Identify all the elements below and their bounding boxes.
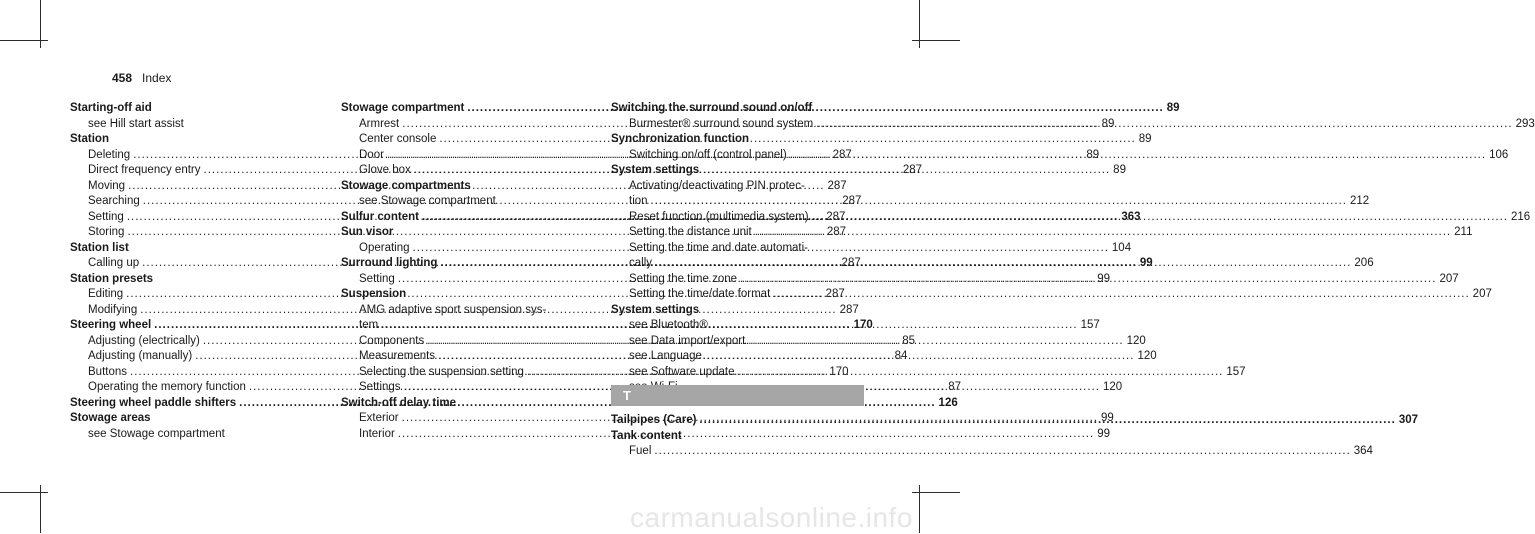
page-ref: 99 bbox=[1139, 257, 1153, 269]
index-heading: Surround lighting bbox=[341, 257, 438, 269]
page-ref: 206 bbox=[1354, 257, 1374, 269]
index-heading: Starting-off aid bbox=[70, 102, 152, 114]
index-heading: Suspension bbox=[341, 288, 407, 300]
page-ref: 84 bbox=[894, 350, 908, 362]
subentry-text: tem bbox=[359, 319, 379, 331]
subentry-text: Measurements bbox=[359, 350, 436, 362]
page-ref: 287 bbox=[902, 164, 923, 176]
page-title: Index bbox=[142, 71, 172, 85]
leader-dots bbox=[651, 195, 1347, 207]
page-ref: 87 bbox=[948, 381, 962, 393]
subentry-text[interactable]: see Stowage compartment bbox=[359, 195, 496, 207]
subentry-text: Interior bbox=[359, 427, 395, 440]
page-ref: 287 bbox=[832, 148, 852, 161]
index-entry bbox=[611, 303, 864, 396]
index-subentry[interactable] bbox=[611, 287, 1492, 303]
leader-dots bbox=[773, 288, 1469, 300]
page-ref: 120 bbox=[1126, 334, 1146, 347]
page-ref: 212 bbox=[1349, 195, 1370, 207]
index-heading: Sulfur content bbox=[341, 210, 419, 223]
subentry-text: Fuel bbox=[629, 445, 652, 457]
subentry-text: Setting the time/date format bbox=[629, 288, 771, 300]
page-ref: 170 bbox=[853, 319, 873, 331]
index-heading: Switching the surround sound on/off bbox=[611, 102, 813, 114]
page-ref: 99 bbox=[1097, 427, 1110, 440]
subentry-text: Calling up bbox=[88, 257, 140, 269]
index-subentry[interactable] bbox=[611, 225, 1473, 241]
index-heading: Stowage compartments bbox=[341, 179, 471, 192]
subentry-text: Door bbox=[359, 148, 384, 161]
index-entry bbox=[70, 411, 302, 442]
page-ref: 85 bbox=[902, 334, 916, 347]
index-entry bbox=[341, 179, 598, 210]
leader-dots bbox=[654, 445, 1350, 457]
page-ref: 216 bbox=[1510, 210, 1531, 223]
subentry-text: Setting the distance unit bbox=[629, 226, 752, 238]
index-subentry[interactable] bbox=[611, 194, 1370, 210]
subentry-text: Storing bbox=[88, 226, 125, 238]
subentry-text[interactable]: Activating/deactivating PIN protec- bbox=[629, 179, 805, 192]
page-header bbox=[112, 71, 171, 85]
page-ref: 364 bbox=[1353, 445, 1373, 457]
subentry-text: Reset function (multimedia system) bbox=[629, 210, 809, 223]
subentry-text: tion bbox=[629, 195, 648, 207]
crop-mark bbox=[912, 492, 960, 493]
subentry-text: Operating the memory function bbox=[88, 381, 246, 393]
index-heading: System settings bbox=[611, 303, 700, 316]
page-ref: 287 bbox=[825, 288, 845, 300]
index-heading: Stowage areas bbox=[70, 412, 151, 424]
subentry-text: Exterior bbox=[359, 412, 399, 424]
subentry-text: Operating bbox=[359, 241, 410, 254]
page-ref: 287 bbox=[841, 257, 861, 269]
subentry-text: Moving bbox=[88, 179, 126, 192]
page-ref: 104 bbox=[1111, 241, 1132, 254]
page-ref: 89 bbox=[1101, 117, 1115, 130]
page-ref: 120 bbox=[1102, 381, 1123, 393]
leader-dots bbox=[790, 149, 1486, 161]
page-ref: 287 bbox=[827, 179, 847, 192]
index-heading: Synchronization function bbox=[611, 133, 749, 145]
leader-dots bbox=[740, 273, 1436, 285]
subentry-text: Adjusting (electrically) bbox=[88, 334, 200, 347]
page-ref: 157 bbox=[1080, 319, 1100, 331]
leader-dots bbox=[755, 226, 1451, 238]
subentry-text: Direct frequency entry bbox=[88, 164, 201, 176]
index-heading: Station presets bbox=[70, 272, 154, 285]
page-ref: 89 bbox=[1138, 133, 1152, 145]
page-ref: 99 bbox=[1101, 412, 1114, 424]
page-ref: 89 bbox=[1166, 102, 1180, 114]
crop-mark bbox=[0, 40, 48, 41]
page-ref: 126 bbox=[938, 396, 958, 409]
section-letter-band bbox=[611, 385, 864, 406]
subentry-text: Switching on/off (control panel) bbox=[629, 148, 787, 161]
index-heading: Tank content bbox=[611, 429, 682, 442]
page-number: 458 bbox=[112, 71, 133, 85]
index-heading: Tailpipes (Care) bbox=[611, 414, 697, 426]
subentry-text[interactable]: see Bluetooth® bbox=[629, 319, 708, 331]
subentry-text: Armrest bbox=[359, 117, 400, 130]
subentry-text: Glove box bbox=[359, 164, 411, 176]
page-ref: 287 bbox=[826, 226, 847, 238]
crop-mark bbox=[0, 492, 48, 493]
subentry-text: Modifying bbox=[88, 303, 138, 316]
page-ref: 99 bbox=[1097, 272, 1110, 285]
subentry-text: Setting the time zone bbox=[629, 272, 738, 285]
page-ref: 170 bbox=[829, 365, 849, 378]
index-heading: System settings bbox=[611, 164, 700, 176]
subentry-text: Selecting the suspension setting bbox=[359, 365, 524, 378]
page-ref: 307 bbox=[1398, 414, 1418, 426]
index-heading: Switch-off delay time bbox=[341, 396, 457, 409]
crop-mark bbox=[912, 40, 960, 41]
section-letter: T bbox=[623, 388, 631, 403]
page-ref: 211 bbox=[1454, 226, 1473, 238]
page-ref: 207 bbox=[1439, 272, 1459, 285]
index-heading: Steering wheel bbox=[70, 319, 152, 331]
page-ref: 106 bbox=[1489, 148, 1509, 161]
page-ref: 363 bbox=[1121, 210, 1141, 223]
subentry-text[interactable]: see Language bbox=[629, 350, 702, 362]
leader-dots bbox=[699, 413, 1395, 429]
page-ref: 157 bbox=[1226, 365, 1246, 378]
subentry-text: Setting bbox=[359, 272, 395, 285]
subentry-text: Components bbox=[359, 334, 425, 347]
page-ref: 293 bbox=[1515, 117, 1535, 130]
subentry-text[interactable]: AMG adaptive sport suspension sys- bbox=[359, 303, 547, 316]
subentry-text[interactable]: Setting the time and date automati- bbox=[629, 241, 808, 254]
index-heading: Station list bbox=[70, 241, 129, 254]
subentry-text: Editing bbox=[88, 288, 124, 300]
index-heading: Stowage compartment bbox=[341, 102, 465, 114]
subentry-text: Center console bbox=[359, 133, 437, 145]
page-ref: 89 bbox=[1113, 164, 1126, 176]
subentry-text: Searching bbox=[88, 195, 140, 207]
index-subentry[interactable] bbox=[611, 444, 1373, 460]
subentry-text: Burmester® surround sound system bbox=[629, 117, 814, 130]
page-ref: 120 bbox=[1137, 350, 1157, 362]
page-ref: 287 bbox=[826, 210, 846, 223]
subentry-text: Settings bbox=[359, 381, 401, 393]
page-ref: 89 bbox=[1086, 148, 1100, 161]
subentry-text[interactable]: see Software update bbox=[629, 365, 735, 378]
subentry-text: Buttons bbox=[88, 365, 127, 378]
watermark: carmanualsonline.info bbox=[630, 502, 913, 533]
index-entry bbox=[70, 101, 302, 132]
subentry-text: Adjusting (manually) bbox=[88, 350, 193, 362]
index-heading: Steering wheel paddle shifters bbox=[70, 396, 237, 409]
page-ref: 287 bbox=[842, 195, 862, 207]
page-ref: 287 bbox=[839, 303, 859, 316]
page-ref: 207 bbox=[1472, 288, 1492, 300]
leader-dots bbox=[655, 257, 1351, 269]
subentry-text: cally bbox=[629, 257, 653, 269]
subentry-text[interactable]: see Stowage compartment bbox=[88, 427, 225, 440]
index-heading: Sun visor bbox=[341, 226, 394, 238]
subentry-text[interactable]: see Hill start assist bbox=[88, 117, 184, 130]
index-heading: Station bbox=[70, 133, 109, 145]
subentry-text: Deleting bbox=[88, 148, 131, 161]
subentry-text: Setting bbox=[88, 210, 124, 223]
leader-dots bbox=[812, 211, 1508, 223]
subentry-text[interactable]: see Data import/export bbox=[629, 334, 746, 347]
leader-dots bbox=[816, 118, 1512, 130]
